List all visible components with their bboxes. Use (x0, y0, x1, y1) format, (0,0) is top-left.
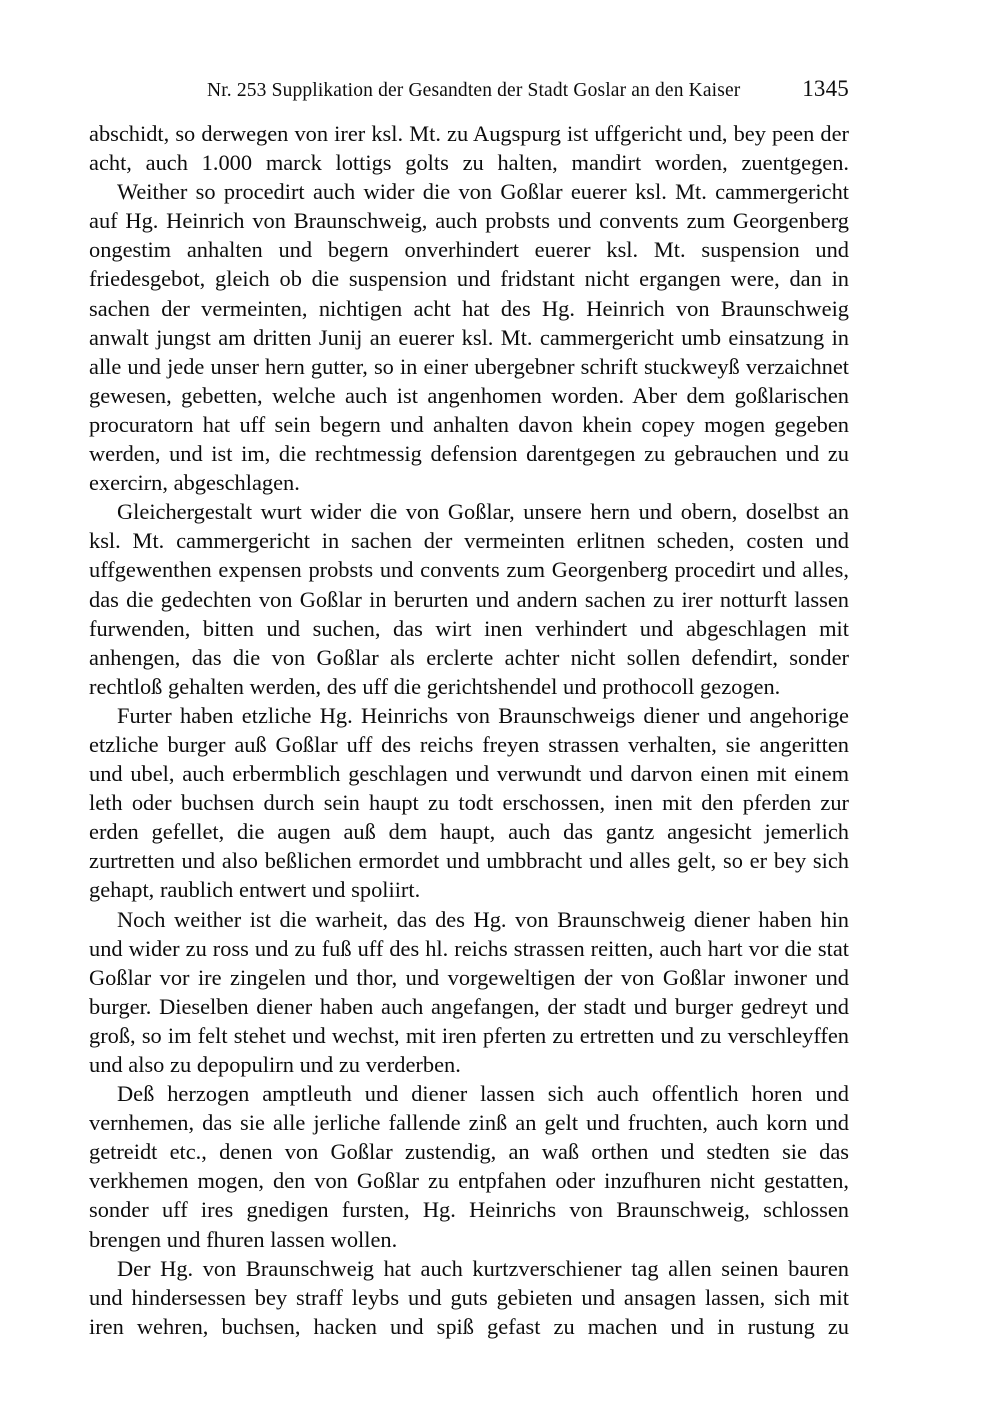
paragraph: Weither so procedirt auch wider die von Goßlar euerer ksl. Mt. cammergericht auf Hg. Heinrich von Braunschweig, auch probsts und convents zum Georgenberg ongestim anhalten und begern onverhindert euerer ksl. Mt. suspension und friedesgebot, gleich ob die suspension und fridstant nicht ergangen were, dan in sachen der vermeinten, nichtigen acht hat des Hg. Heinrich von Braunschweig anwalt jungst am dritten Junij an euerer ksl. Mt. cammergericht umb einsatzung in alle und jede unser hern gutter, so in einer ubergebner schrift stuckweyß verzaichnet gewesen, gebetten, welche auch ist angenhomen worden. Aber dem goßlarischen procuratorn hat uff sein begern und anhalten davon khein copey mogen gegeben werden, und ist im, die rechtmessig defension darentgegen zu gebrauchen und zu exercirn, abgeschlagen. (89, 179, 849, 496)
running-head (89, 76, 849, 104)
page-number: 1345 (802, 76, 849, 101)
body-text (89, 119, 849, 1341)
paragraph: Deß herzogen amptleuth und diener lassen sich auch offentlich horen und vernhemen, das sie alle jerliche fallende zinß an gelt und fruchten, auch korn und getreidt etc., denen von Goßlar zustendig, an waß orthen und stedten sie das verkhemen mogen, den von Goßlar zu entpfahen oder inzufhuren nicht gestatten, sonder uff ires gnedigen fursten, Hg. Heinrichs von Braunschweig, schlossen brengen und fhuren lassen wollen. (89, 1081, 849, 1252)
paragraph: abschidt, so derwegen von irer ksl. Mt. zu Augspurg ist uffgericht und, bey peen der acht, auch 1.000 marck lottigs golts zu halten, mandirt worden, zuentgegen. (89, 121, 849, 176)
paragraph: Der Hg. von Braunschweig hat auch kurtzverschiener tag allen seinen bauren und hindersessen bey straff leybs und guts gebieten und ansagen lassen, sich mit iren wehren, buchsen, hacken und spiß gefast zu machen und in rustung zu (89, 1255, 849, 1339)
paragraph: Furter haben etzliche Hg. Heinrichs von Braunschweigs diener und angehorige etzliche burger auß Goßlar uff des reichs freyen strassen verhalten, sie angeritten und ubel, auch erbermblich geschlagen und verwundt und darvon einen mit einem leth oder buchsen durch sein haupt zu todt erschossen, inen mit den pferden zur erden gefellet, die augen auß dem haupt, auch das gantz angesicht jemerlich zurtretten und also beßlichen ermordet und umbbracht und alles gelt, so er bey sich gehapt, raublich entwert und spoliirt. (89, 702, 849, 903)
paragraph: Gleichergestalt wurt wider die von Goßlar, unsere hern und obern, doselbst an ksl. Mt. cammergericht in sachen der vermeinten erlitnen scheden, costen und uffgewenthen expensen probsts und convents zum Georgenberg procedirt und alles, das die gedechten von Goßlar in berurten und andern sachen zu irer notturft lassen furwenden, bitten und suchen, das wirt inen verhindert und abgeschlagen mit anhengen, das die von Goßlar als erclerte achter nicht sollen defendirt, sonder rechtloß gehalten werden, des uff die gerichtshendel und prothocoll gezogen. (89, 499, 849, 699)
paragraph: Noch weither ist die warheit, das des Hg. von Braunschweig diener haben hin und wider zu ross und zu fuß uff des hl. reichs strassen reitten, auch hart vor die stat Goßlar vor ire zingelen und thor, und vorgeweltigen der von Goßlar inwoner und burger. Dieselben diener haben auch angefangen, der stadt und burger gedreyt und groß, so im felt stehet und wechst, mit iren pferten zu ertretten und zu verschleyffen und also zu depopulirn und zu verderben. (89, 906, 849, 1077)
running-head-title: Nr. 253 Supplikation der Gesandten der Stadt Goslar an den Kaiser (207, 80, 741, 101)
